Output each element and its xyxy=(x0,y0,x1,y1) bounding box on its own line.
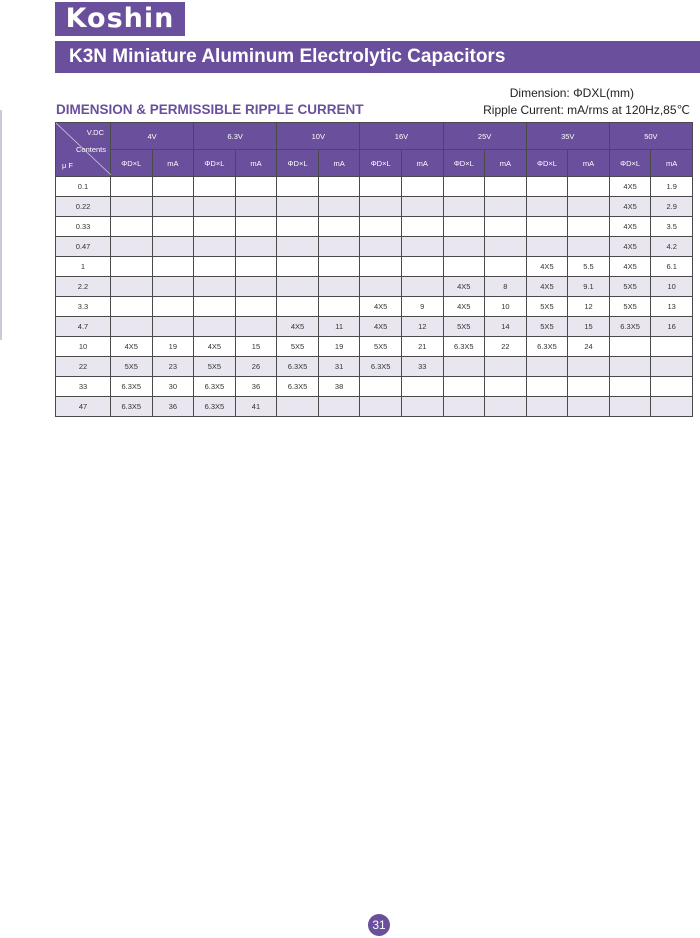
ripple-cell: 10 xyxy=(651,277,693,297)
voltage-header: 16V xyxy=(360,123,443,150)
dimension-cell: 4X5 xyxy=(277,317,319,337)
table-row xyxy=(56,357,693,377)
ripple-cell xyxy=(485,257,527,277)
ripple-cell: 12 xyxy=(568,297,610,317)
table-row xyxy=(56,317,693,337)
ma-header: mA xyxy=(401,150,443,177)
dimension-cell: 4X5 xyxy=(526,257,568,277)
dimension-cell: 6.3X5 xyxy=(609,317,651,337)
dimension-cell: 6.3X5 xyxy=(277,377,319,397)
dimension-cell xyxy=(111,237,153,257)
capacitance-cell: 33 xyxy=(56,377,111,397)
dimension-header: ΦD×L xyxy=(526,150,568,177)
sub-header-row xyxy=(56,150,693,177)
dimension-cell: 4X5 xyxy=(609,237,651,257)
dimension-cell: 4X5 xyxy=(609,177,651,197)
dimension-cell xyxy=(111,217,153,237)
ripple-cell xyxy=(568,197,610,217)
dimension-header: ΦD×L xyxy=(194,150,236,177)
ripple-cell: 15 xyxy=(235,337,277,357)
dimension-cell xyxy=(609,357,651,377)
capacitance-cell: 22 xyxy=(56,357,111,377)
capacitance-cell: 10 xyxy=(56,337,111,357)
ripple-cell xyxy=(568,177,610,197)
ripple-cell: 26 xyxy=(235,357,277,377)
ripple-cell xyxy=(152,297,194,317)
ripple-cell xyxy=(401,197,443,217)
dimension-cell: 6.3X5 xyxy=(194,377,236,397)
table-row xyxy=(56,397,693,417)
dimension-cell: 5X5 xyxy=(443,317,485,337)
ripple-cell xyxy=(235,177,277,197)
ripple-cell: 11 xyxy=(318,317,360,337)
corner-uf-label: μ F xyxy=(62,161,73,170)
ripple-cell xyxy=(401,397,443,417)
dimension-cell xyxy=(526,357,568,377)
ripple-cell xyxy=(235,197,277,217)
dimension-cell xyxy=(526,197,568,217)
ripple-cell xyxy=(401,177,443,197)
ripple-cell: 30 xyxy=(152,377,194,397)
corner-vdc-label: V.DC xyxy=(86,128,104,137)
table-row xyxy=(56,217,693,237)
ripple-cell xyxy=(485,357,527,377)
capacitance-cell: 2.2 xyxy=(56,277,111,297)
corner-contents-label: Contents xyxy=(76,145,107,154)
dimension-cell xyxy=(111,297,153,317)
ripple-cell: 15 xyxy=(568,317,610,337)
ripple-cell: 36 xyxy=(235,377,277,397)
dimension-cell xyxy=(526,237,568,257)
dimension-header: ΦD×L xyxy=(609,150,651,177)
ripple-cell xyxy=(485,377,527,397)
dimension-cell xyxy=(360,197,402,217)
dimension-cell xyxy=(443,357,485,377)
ripple-cell: 3.5 xyxy=(651,217,693,237)
dimension-cell: 4X5 xyxy=(360,297,402,317)
dimension-cell xyxy=(609,397,651,417)
dimension-cell: 5X5 xyxy=(360,337,402,357)
voltage-header: 6.3V xyxy=(194,123,277,150)
ripple-cell: 12 xyxy=(401,317,443,337)
dimension-cell: 5X5 xyxy=(111,357,153,377)
ripple-cell xyxy=(318,197,360,217)
ripple-cell: 21 xyxy=(401,337,443,357)
dimension-cell xyxy=(277,217,319,237)
dimension-cell xyxy=(609,377,651,397)
dimension-cell xyxy=(443,257,485,277)
capacitance-cell: 0.1 xyxy=(56,177,111,197)
ripple-cell xyxy=(651,337,693,357)
dimension-cell: 6.3X5 xyxy=(360,357,402,377)
dimension-cell xyxy=(277,277,319,297)
ripple-cell: 10 xyxy=(485,297,527,317)
dimension-cell xyxy=(443,197,485,217)
capacitance-cell: 0.22 xyxy=(56,197,111,217)
dimension-header: ΦD×L xyxy=(277,150,319,177)
ripple-cell xyxy=(318,237,360,257)
table-row xyxy=(56,197,693,217)
dimension-cell xyxy=(111,277,153,297)
dimension-cell: 6.3X5 xyxy=(443,337,485,357)
dimension-cell: 4X5 xyxy=(526,277,568,297)
table-row xyxy=(56,297,693,317)
ripple-cell xyxy=(235,317,277,337)
ripple-cell xyxy=(318,277,360,297)
ripple-cell xyxy=(401,277,443,297)
dimension-cell xyxy=(360,397,402,417)
ripple-cell: 9.1 xyxy=(568,277,610,297)
dimension-cell: 4X5 xyxy=(443,277,485,297)
dimension-cell: 4X5 xyxy=(194,337,236,357)
ripple-cell xyxy=(568,357,610,377)
dimension-cell: 4X5 xyxy=(609,257,651,277)
dimension-cell: 6.3X5 xyxy=(111,397,153,417)
ripple-cell xyxy=(152,237,194,257)
ripple-cell xyxy=(152,177,194,197)
dimension-cell: 4X5 xyxy=(111,337,153,357)
ripple-cell: 13 xyxy=(651,297,693,317)
ma-header: mA xyxy=(651,150,693,177)
ripple-cell xyxy=(318,257,360,277)
dimension-cell: 5X5 xyxy=(609,297,651,317)
dimension-cell xyxy=(111,317,153,337)
dimension-cell: 6.3X5 xyxy=(194,397,236,417)
dimension-cell xyxy=(194,257,236,277)
ripple-cell: 23 xyxy=(152,357,194,377)
ma-header: mA xyxy=(568,150,610,177)
ripple-cell: 14 xyxy=(485,317,527,337)
dimension-note: Dimension: ΦDXL(mm) xyxy=(509,86,634,100)
dimension-cell: 4X5 xyxy=(609,217,651,237)
dimension-cell xyxy=(277,237,319,257)
dimension-cell xyxy=(194,237,236,257)
voltage-header: 50V xyxy=(609,123,692,150)
dimension-cell: 5X5 xyxy=(194,357,236,377)
dimension-cell xyxy=(194,177,236,197)
dimension-cell xyxy=(111,257,153,277)
dimension-cell xyxy=(443,377,485,397)
dimension-cell xyxy=(360,237,402,257)
ripple-cell xyxy=(318,397,360,417)
dimension-cell: 6.3X5 xyxy=(277,357,319,377)
ripple-cell: 16 xyxy=(651,317,693,337)
dimension-cell xyxy=(194,277,236,297)
ripple-cell xyxy=(318,297,360,317)
table-row xyxy=(56,377,693,397)
dimension-cell xyxy=(526,397,568,417)
capacitance-cell: 4.7 xyxy=(56,317,111,337)
dimension-cell: 4X5 xyxy=(443,297,485,317)
dimension-cell xyxy=(194,317,236,337)
dimension-cell xyxy=(277,397,319,417)
voltage-header: 4V xyxy=(111,123,194,150)
ripple-cell xyxy=(235,297,277,317)
dimension-cell xyxy=(194,217,236,237)
ripple-cell xyxy=(401,237,443,257)
dimension-cell: 5X5 xyxy=(526,317,568,337)
dimension-cell xyxy=(526,217,568,237)
voltage-header: 10V xyxy=(277,123,360,150)
ripple-cell: 6.1 xyxy=(651,257,693,277)
ripple-cell: 36 xyxy=(152,397,194,417)
dimension-header: ΦD×L xyxy=(111,150,153,177)
ripple-cell xyxy=(318,177,360,197)
ripple-cell xyxy=(401,257,443,277)
ripple-cell xyxy=(152,197,194,217)
table-row xyxy=(56,337,693,357)
dimension-cell xyxy=(360,257,402,277)
capacitance-cell: 3.3 xyxy=(56,297,111,317)
ripple-cell xyxy=(235,257,277,277)
capacitance-cell: 1 xyxy=(56,257,111,277)
table-row xyxy=(56,237,693,257)
ripple-cell: 2.9 xyxy=(651,197,693,217)
dimension-cell: 4X5 xyxy=(609,197,651,217)
ripple-cell: 19 xyxy=(318,337,360,357)
dimension-cell xyxy=(360,177,402,197)
ripple-cell xyxy=(401,377,443,397)
dimension-cell: 6.3X5 xyxy=(111,377,153,397)
dimension-cell: 6.3X5 xyxy=(526,337,568,357)
page-title: K3N Miniature Aluminum Electrolytic Capacitors xyxy=(69,46,506,67)
capacitance-cell: 0.33 xyxy=(56,217,111,237)
page-number: 31 xyxy=(368,914,390,936)
voltage-header-row xyxy=(56,123,693,150)
dimension-cell: 5X5 xyxy=(526,297,568,317)
ripple-cell xyxy=(651,397,693,417)
dimension-cell: 5X5 xyxy=(277,337,319,357)
ripple-cell: 33 xyxy=(401,357,443,377)
table-body xyxy=(56,177,693,417)
dimension-cell xyxy=(277,257,319,277)
ripple-cell: 8 xyxy=(485,277,527,297)
voltage-header: 35V xyxy=(526,123,609,150)
dimension-cell xyxy=(360,277,402,297)
dimension-cell xyxy=(277,297,319,317)
title-bar xyxy=(55,41,700,73)
ripple-cell xyxy=(152,317,194,337)
capacitance-cell: 47 xyxy=(56,397,111,417)
margin-line xyxy=(0,110,2,340)
voltage-header: 25V xyxy=(443,123,526,150)
table-row xyxy=(56,257,693,277)
ripple-cell: 9 xyxy=(401,297,443,317)
capacitance-cell: 0.47 xyxy=(56,237,111,257)
ripple-cell xyxy=(651,357,693,377)
ripple-cell: 22 xyxy=(485,337,527,357)
dimension-cell xyxy=(443,177,485,197)
ripple-cell xyxy=(568,237,610,257)
dimension-cell xyxy=(111,177,153,197)
ripple-cell xyxy=(651,377,693,397)
dimension-cell xyxy=(360,217,402,237)
dimension-cell xyxy=(194,297,236,317)
ripple-cell xyxy=(401,217,443,237)
dimension-cell xyxy=(443,397,485,417)
ripple-cell xyxy=(568,377,610,397)
ripple-cell xyxy=(152,277,194,297)
dimension-cell xyxy=(609,337,651,357)
dimension-cell xyxy=(277,197,319,217)
ripple-cell xyxy=(318,217,360,237)
ripple-cell xyxy=(568,217,610,237)
ripple-cell: 5.5 xyxy=(568,257,610,277)
ripple-cell: 19 xyxy=(152,337,194,357)
dimension-header: ΦD×L xyxy=(443,150,485,177)
ripple-cell xyxy=(485,197,527,217)
ripple-cell: 4.2 xyxy=(651,237,693,257)
corner-header xyxy=(56,123,111,177)
dimension-cell xyxy=(194,197,236,217)
dimension-cell xyxy=(526,377,568,397)
ripple-cell xyxy=(485,397,527,417)
ripple-cell: 38 xyxy=(318,377,360,397)
ripple-cell xyxy=(235,277,277,297)
dimension-cell: 4X5 xyxy=(360,317,402,337)
brand-logo: Koshin xyxy=(55,2,185,36)
ripple-cell xyxy=(152,257,194,277)
ma-header: mA xyxy=(235,150,277,177)
ripple-cell: 41 xyxy=(235,397,277,417)
ripple-cell xyxy=(152,217,194,237)
dimension-cell xyxy=(360,377,402,397)
dimension-cell xyxy=(277,177,319,197)
dimension-cell xyxy=(443,217,485,237)
ripple-current-table xyxy=(55,122,693,417)
dimension-cell xyxy=(443,237,485,257)
dimension-header: ΦD×L xyxy=(360,150,402,177)
ripple-cell: 1.9 xyxy=(651,177,693,197)
ripple-cell xyxy=(235,217,277,237)
ma-header: mA xyxy=(485,150,527,177)
ripple-cell xyxy=(485,217,527,237)
ma-header: mA xyxy=(152,150,194,177)
ripple-cell: 24 xyxy=(568,337,610,357)
dimension-cell: 5X5 xyxy=(609,277,651,297)
ripple-cell xyxy=(568,397,610,417)
ripple-cell: 31 xyxy=(318,357,360,377)
dimension-cell xyxy=(111,197,153,217)
table-row xyxy=(56,277,693,297)
ripple-cell xyxy=(485,177,527,197)
ma-header: mA xyxy=(318,150,360,177)
ripple-cell xyxy=(485,237,527,257)
section-title: DIMENSION & PERMISSIBLE RIPPLE CURRENT xyxy=(56,102,364,117)
ripple-cell xyxy=(235,237,277,257)
dimension-cell xyxy=(526,177,568,197)
table-row xyxy=(56,177,693,197)
ripple-note: Ripple Current: mA/rms at 120Hz,85℃ xyxy=(483,103,690,117)
